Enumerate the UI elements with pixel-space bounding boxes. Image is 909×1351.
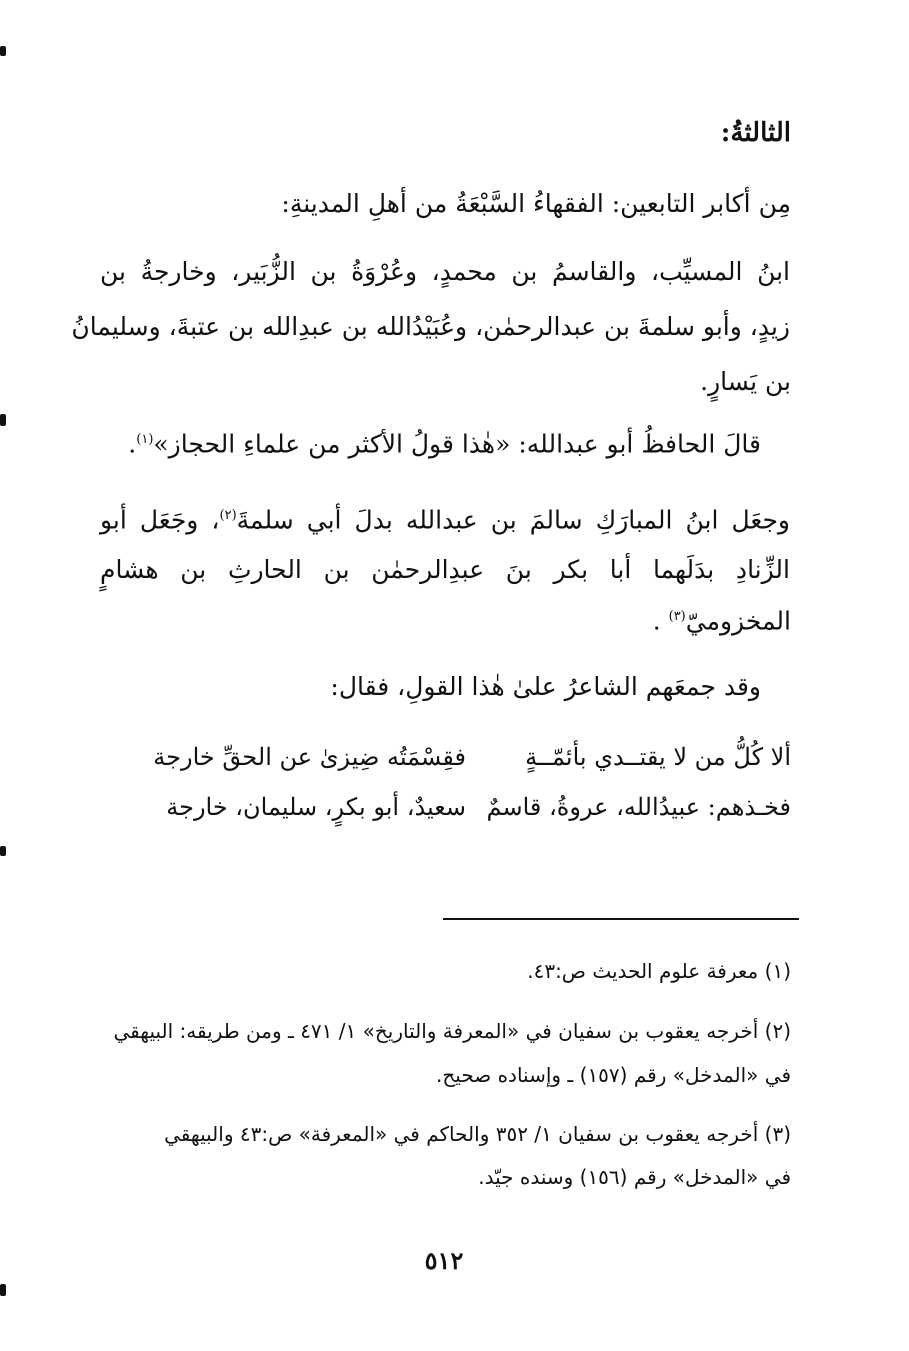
footnote-text: معرفة علوم الحديث ص:٤٣. xyxy=(527,959,759,983)
list-line: زيدٍ، وأبو سلمةَ بن عبدالرحمٰن، وعُبَيْدُالله بن عبدِالله بن عتبةَ، وسليمانُ xyxy=(71,312,790,341)
quote-line xyxy=(128,423,761,461)
footnote xyxy=(113,1016,791,1046)
scan-mark xyxy=(0,846,6,856)
footnote-text: أخرجه يعقوب بن سفيان في «المعرفة والتاريخ» ١/ ٤٧١ ـ ومن طريقه: البيهقي xyxy=(113,1019,759,1043)
footnote-separator xyxy=(443,918,799,920)
paragraph-line: الزِّنادِ بدَلَهما أبا بكر بنَ عبدِالرحمٰن بن الحارثِ بن هشامٍ xyxy=(100,555,790,584)
verse-second-hemistich: سعيدٌ، أبو بكرٍ، سليمان، خارجة xyxy=(166,793,466,821)
poet-intro-line: وقد جمعَهم الشاعرُ علىٰ هٰذا القولِ، فقال: xyxy=(330,672,761,701)
paragraph-line xyxy=(653,600,791,638)
scan-mark xyxy=(0,1284,6,1296)
footnote-continuation: في «المدخل» رقم (١٥٧) ـ وإسناده صحيح. xyxy=(436,1063,791,1087)
footnote-number: (١) xyxy=(764,959,791,983)
paragraph-text: وجعَل ابنُ المبارَكِ سالمَ بن عبدالله بدلَ أبي سلمةَ xyxy=(236,505,790,535)
list-line: ابنُ المسيِّب، والقاسمُ بن محمدٍ، وعُرْوَةُ بن الزُّبَير، وخارجةُ بن xyxy=(100,257,790,286)
footnote-ref: (٣) xyxy=(668,609,686,624)
paragraph-text: . xyxy=(652,606,669,636)
scan-mark xyxy=(0,46,6,56)
footnote-ref: (١) xyxy=(136,432,154,447)
section-heading: الثالثةُ: xyxy=(720,118,791,148)
quote-text: قالَ الحافظُ أبو عبدالله: «هٰذا قولُ الأكثر من علماءِ الحجاز» xyxy=(153,429,761,459)
footnote-number: (٢) xyxy=(764,1019,791,1043)
footnote-text: أخرجه يعقوب بن سفيان ١/ ٣٥٢ والحاكم في «المعرفة» ص:٤٣ والبيهقي xyxy=(164,1122,759,1146)
page-number: ٥١٢ xyxy=(424,1246,464,1275)
scan-mark xyxy=(0,414,6,426)
verse-second-hemistich: فقِسْمَتُه ضِيزىٰ عن الحقِّ خارجة xyxy=(153,743,466,771)
verse-first-hemistich: ألا كُلُّ من لا يقتــدي بأئمّــةٍ xyxy=(525,743,791,771)
footnote xyxy=(527,956,791,986)
intro-line: مِن أكابر التابعين: الفقهاءُ السَّبْعَةُ من أهلِ المدينةِ: xyxy=(281,189,791,218)
footnote-ref: (٢) xyxy=(219,508,237,523)
footnote-number: (٣) xyxy=(764,1122,791,1146)
verse-first-hemistich: فخـذهم: عبيدُالله، عروةُ، قاسمٌ xyxy=(486,793,791,821)
paragraph-line xyxy=(100,499,790,537)
footnote-continuation: في «المدخل» رقم (١٥٦) وسنده جيّد. xyxy=(478,1165,791,1189)
quote-end: . xyxy=(128,429,137,459)
list-line: بن يَسارٍ. xyxy=(700,367,791,396)
paragraph-text: ، وجَعَل أبو xyxy=(100,505,220,535)
paragraph-text: المخزوميّ xyxy=(685,606,791,636)
footnote xyxy=(164,1119,791,1149)
